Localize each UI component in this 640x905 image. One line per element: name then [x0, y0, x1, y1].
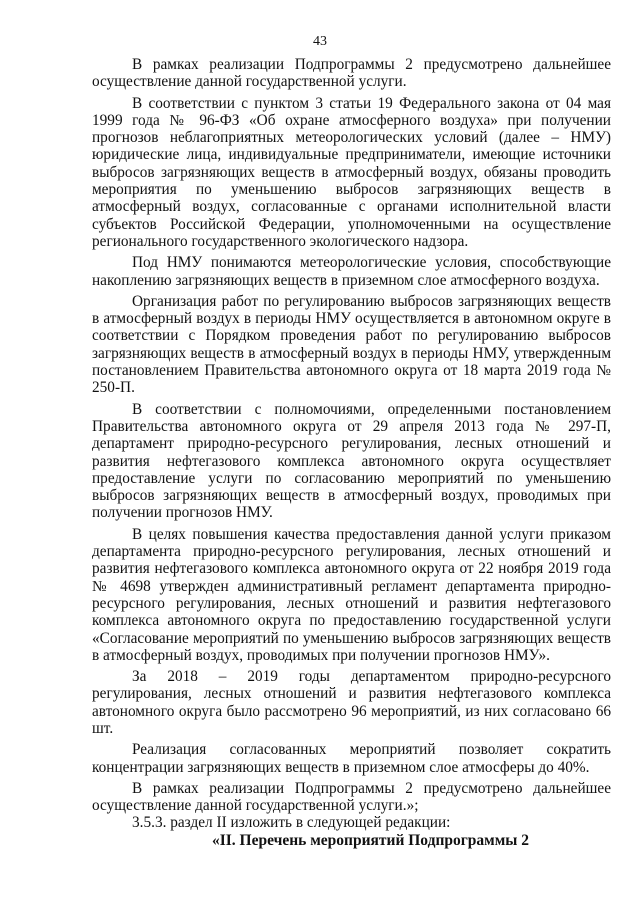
page-number: 43 — [313, 34, 327, 49]
paragraph-federal-law-96fz: В соответствии с пунктом 3 статьи 19 Федерального закона от 04 мая 1999 года № 96-ФЗ «Об охране атмосферного воздуха» при получении прогнозов неблагоприятных метеорологических условий (далее – НМУ) юридические лица, индивидуальные предприниматели, имеющие источники выбросов загрязняющих веществ в атмосферный воздух, обязаны проводить мероприятия по уменьшению выбросов загрязняющих веществ в атмосферный воздух, согласованные с органами исполнительной власти субъектов Российской Федерации, уполномоченными на осуществление регионального государственного экологического надзора. — [92, 94, 611, 250]
paragraph-emission-regulation: Организация работ по регулированию выбросов загрязняющих веществ в атмосферный воздух в периоды НМУ осуществляется в автономном округе в соответствии с Порядком проведения работ по регулированию выбросов загрязняющих веществ в атмосферный воздух в периоды НМУ, утвержденным постановлением Правительства автономного округа от 18 марта 2019 года № 250-П. — [92, 292, 611, 397]
document-body — [92, 56, 611, 849]
paragraph-subprogram-2-closing: В рамках реализации Подпрограммы 2 предусмотрено дальнейшее осуществление данной государственной услуги.»; — [92, 779, 611, 815]
section-heading: «II. Перечень мероприятий Подпрограммы 2 — [211, 831, 530, 849]
paragraph-statistics: За 2018 – 2019 годы департаментом природно-ресурсного регулирования, лесных отношений и развития нефтегазового комплекса автономного округа было рассмотрено 96 мероприятий, из них согласовано 66 шт. — [92, 668, 611, 737]
paragraph-implementation-effect: Реализация согласованных мероприятий позволяет сократить концентрации загрязняющих веществ в приземном слое атмосферы до 40%. — [92, 741, 611, 776]
paragraph-department-powers: В соответствии с полномочиями, определенными постановлением Правительства автономного округа от 29 апреля 2013 года № 297-П, департамент природно-ресурсного регулирования, лесных отношений и развития нефтегазового комплекса автономного округа осуществляет предоставление услуги по согласованию мероприятий по уменьшению выбросов загрязняющих веществ в атмосферный воздух, проводимых при получении прогнозов НМУ. — [92, 400, 611, 522]
paragraph-nmu-definition: Под НМУ понимаются метеорологические условия, способствующие накоплению загрязняющих веществ в приземном слое атмосферного воздуха. — [92, 254, 611, 289]
paragraph-section-ii-amendment: 3.5.3. раздел II изложить в следующей редакции: — [132, 814, 451, 832]
paragraph-subprogram-2-intro: В рамках реализации Подпрограммы 2 предусмотрено дальнейшее осуществление данной государственной услуги. — [92, 56, 611, 91]
paragraph-administrative-regulation: В целях повышения качества предоставления данной услуги приказом департамента природно-ресурсного регулирования, лесных отношений и развития нефтегазового комплекса автономного округа от 22 ноября 2019 года № 4698 утвержден административный регламент департамента природно-ресурсного регулирования, лесных отношений и развития нефтегазового комплекса автономного округа по предоставлению государственной услуги «Согласование мероприятий по уменьшению выбросов загрязняющих веществ в атмосферный воздух, проводимых при получении прогнозов НМУ». — [92, 525, 611, 664]
